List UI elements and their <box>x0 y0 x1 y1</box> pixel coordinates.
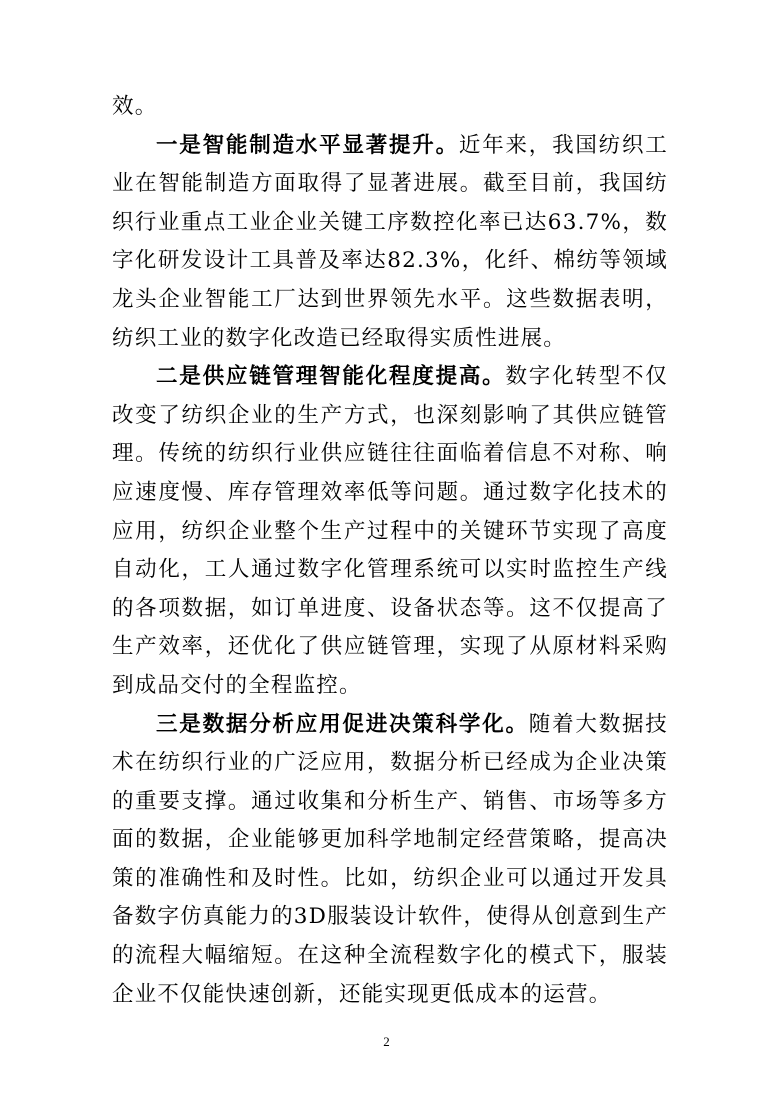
paragraph-supply-chain <box>112 358 668 705</box>
paragraph-heading: 一是智能制造水平显著提升。 <box>156 132 459 158</box>
page-number: 2 <box>383 1034 390 1049</box>
paragraph-body: 数字化转型不仅改变了纺织企业的生产方式，也深刻影响了其供应链管理。传统的纺织行业供应链往往面临着信息不对称、响应速度慢、库存管理效率低等问题。通过数字化技术的应用，纺织企业整个生产过程中的关键环节实现了高度自动化，工人通过数字化管理系统可以实时监控生产线的各项数据，如订单进度、设备状态等。这不仅提高了生产效率，还优化了供应链管理，实现了从原材料采购到成品交付的全程监控。 <box>112 364 668 698</box>
body-text <box>112 88 668 1014</box>
paragraph-intelligent-manufacturing <box>112 127 668 359</box>
paragraph-body: 近年来，我国纺织工业在智能制造方面取得了显著进展。截至目前，我国纺织行业重点工业企业关键工序数控化率已达63.7%，数字化研发设计工具普及率达82.3%，化纤、棉纺等领域龙头企业智能工厂达到世界领先水平。这些数据表明，纺织工业的数字化改造已经取得实质性进展。 <box>112 132 668 351</box>
continuation-paragraph <box>112 88 668 127</box>
paragraph-data-analysis <box>112 706 668 1015</box>
paragraph-heading: 二是供应链管理智能化程度提高。 <box>156 364 506 390</box>
paragraph-body: 随着大数据技术在纺织行业的广泛应用，数据分析已经成为企业决策的重要支撑。通过收集和分析生产、销售、市场等多方面的数据，企业能够更加科学地制定经营策略，提高决策的准确性和及时性。比如，纺织企业可以通过开发具备数字仿真能力的3D服装设计软件，使得从创意到生产的流程大幅缩短。在这种全流程数字化的模式下，服装企业不仅能快速创新，还能实现更低成本的运营。 <box>112 711 668 1007</box>
paragraph-heading: 三是数据分析应用促进决策科学化。 <box>156 711 529 737</box>
continuation-text: 效。 <box>112 94 158 119</box>
